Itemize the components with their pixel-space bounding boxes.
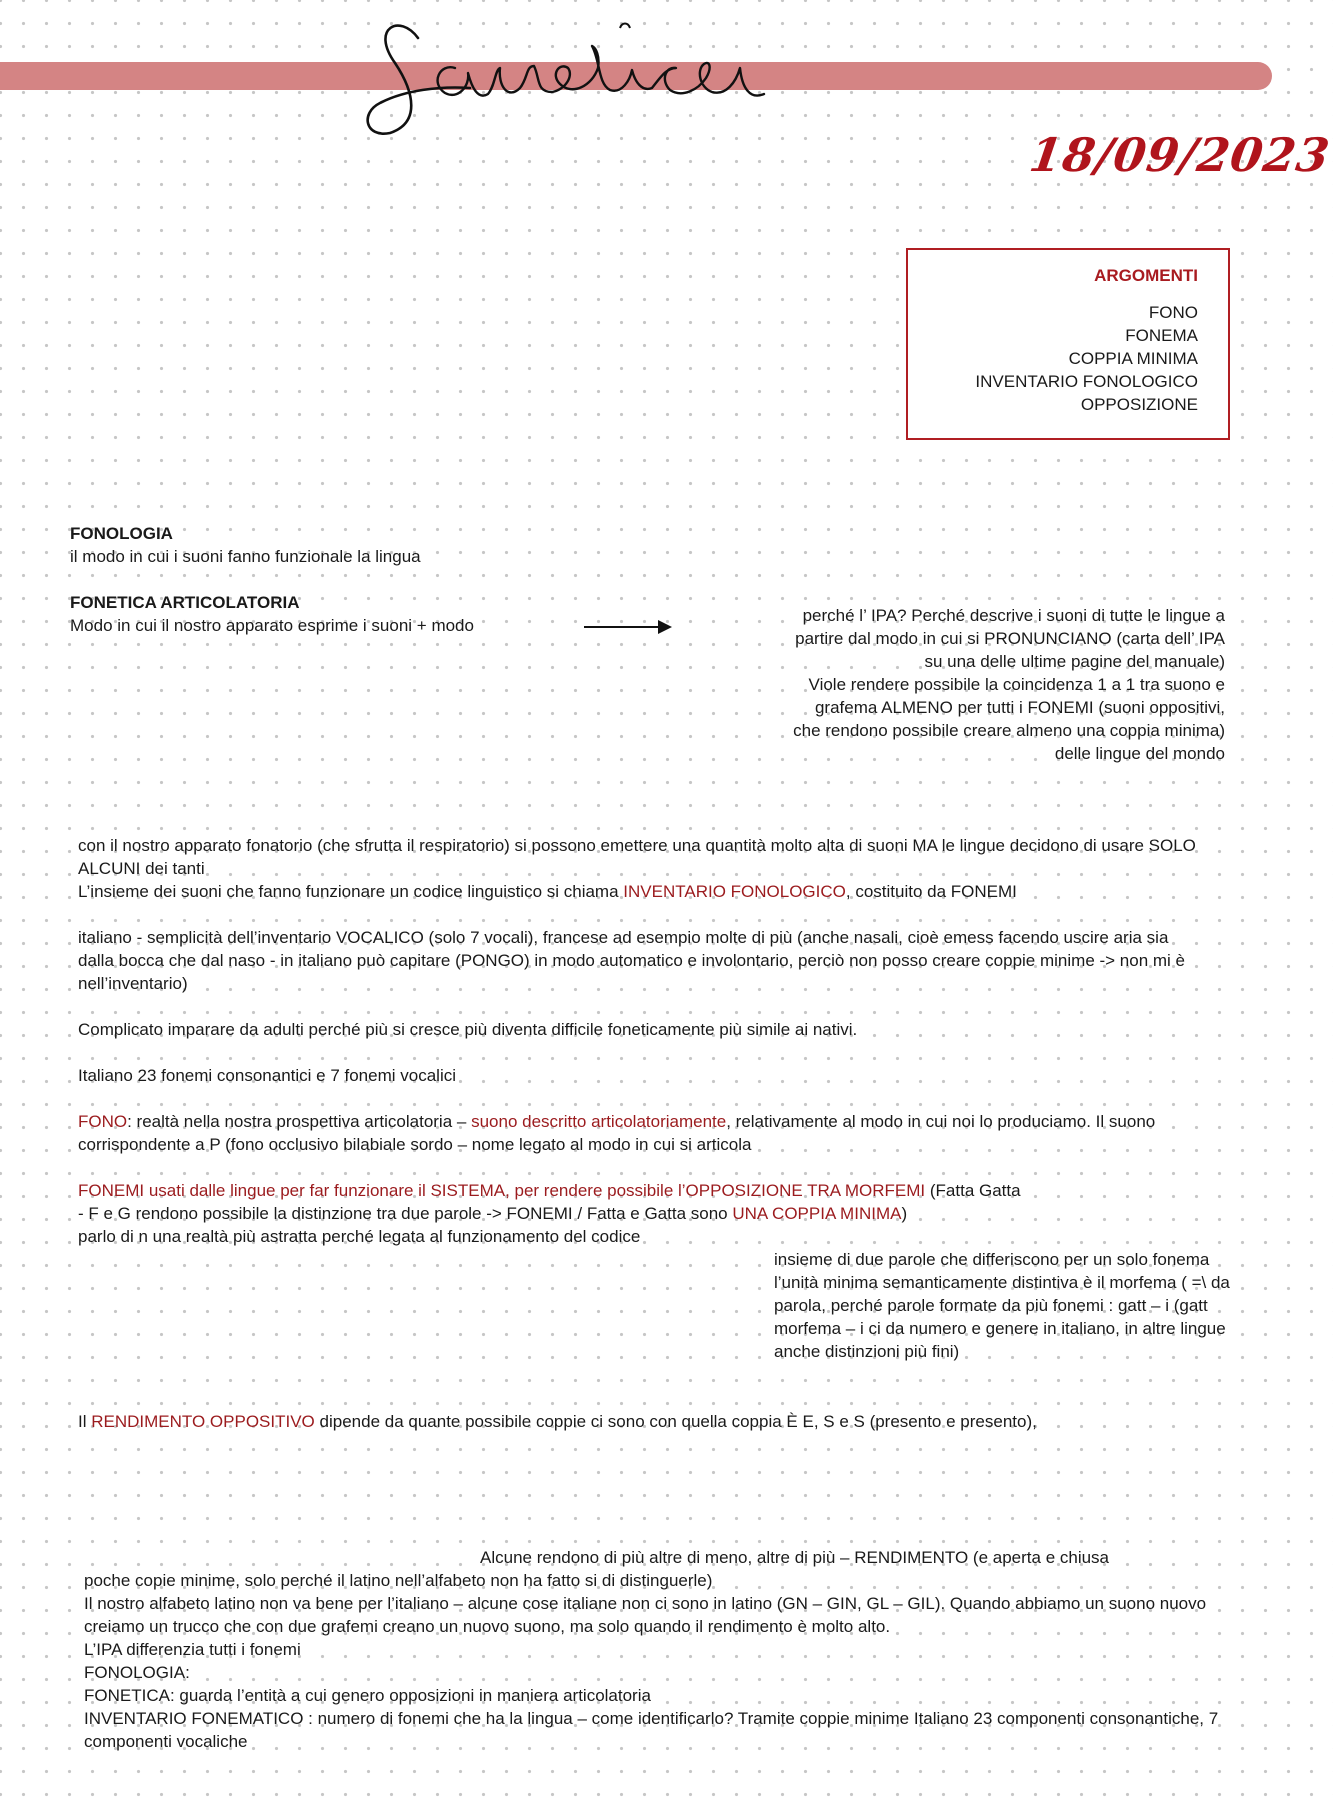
fono-paragraph: FONO: realtà nella nostra prospettiva articolatoria – suono descritto articolatoriamente, relativamente al modo in cui noi lo produciamo. Il suono corrispondente a P (fono occlusivo bilabiale sordo – nome legato al modo in cui si articola <box>78 1112 1156 1154</box>
final-line: poche copie minime, solo perché il latino nell’alfabeto non ha fatto si di distinguerle) <box>84 1571 713 1590</box>
topics-heading: ARGOMENTI <box>1094 266 1198 285</box>
main-body <box>78 834 1203 1248</box>
final-line: L’IPA differenzia tutti i fonemi <box>84 1640 301 1659</box>
handwritten-title <box>360 8 780 138</box>
coppia-minima-note: insieme di due parole che differiscono per un solo fonema l’unità minima semanticamente distintiva è il morfema ( =\ da parola, perché parole formate da più fonemi : gatt – i (gatt morfema – i ci da numero e genere in italiano, in altre lingue anche distinzioni più fini) <box>774 1250 1230 1361</box>
ipa-line: su una delle ultime pagine del manuale) <box>924 652 1225 671</box>
ipa-line: Viole rendere possibile la coincidenza 1 a 1 tra suono e <box>808 675 1225 694</box>
topic-item: FONEMA <box>1125 326 1198 345</box>
body-paragraph: con il nostro apparato fonatorio (che sfrutta il respiratorio) si possono emettere una quantità molto alta di suoni MA le lingue decidono di usare SOLO ALCUNI dei tanti <box>78 836 1196 878</box>
fonologia-definition: il modo in cui i suoni fanno funzionale la lingua <box>70 547 421 566</box>
topic-item: OPPOSIZIONE <box>1080 395 1198 414</box>
final-line: INVENTARIO FONEMATICO : numero di fonemi che ha la lingua – come identificarlo? Tramite coppie minime Italiano 23 componenti consonantiche, 7 componenti vocaliche <box>84 1709 1219 1751</box>
ipa-line: partire dal modo in cui si PRONUNCIANO (carta dell’ IPA <box>795 629 1225 648</box>
ipa-line: grafema ALMENO per tutti i FONEMI (suoni oppositivi, <box>814 698 1225 717</box>
ipa-line: che rendono possibile creare almeno una coppia minima) <box>793 721 1225 740</box>
topic-item: INVENTARIO FONOLOGICO <box>975 372 1198 391</box>
topic-item: FONO <box>1148 303 1198 322</box>
fonetica-definition: Modo in cui il nostro apparato esprime i suoni + modo <box>70 616 474 635</box>
body-paragraph: italiano - semplicità dell’inventario VOCALICO (solo 7 vocali), francese ad esempio molte di più (anche nasali, cioè emess facendo uscire aria sia dalla bocca che dal naso - in italiano può capitare (PONGO) in modo automatico e involontario, perciò non posso creare coppie minime -> non mi è nell’inventario) <box>78 928 1186 993</box>
topics-box <box>906 248 1230 440</box>
final-section <box>84 1546 1224 1753</box>
fonetica-heading: FONETICA ARTICOLATORIA <box>70 593 300 612</box>
ipa-line: delle lingue del mondo <box>1054 744 1225 763</box>
body-paragraph: Complicato imparare da adulti perché più si cresce più diventa difficile foneticamente più simile ai nativi. <box>78 1020 858 1039</box>
inventario-paragraph: L’insieme dei suoni che fanno funzionare un codice linguistico si chiama INVENTARIO FONOLOGICO, costituito da FONEMI <box>78 882 1017 901</box>
rendimento-paragraph: Il RENDIMENTO OPPOSITIVO dipende da quante possibile coppie ci sono con quella coppia È E, S e S (presento e presento), <box>78 1412 1037 1431</box>
final-line: Il nostro alfabeto latino non va bene per l’italiano – alcune cose italiane non ci sono in latino (GN – GIN, GL – GIL). Quando abbiamo un suono nuovo creiamo un trucco che con due grafemi creano un nuovo suono, ma solo quando il rendimento è molto alto. <box>84 1594 1207 1636</box>
fonemi-paragraph: FONEMI usati dalle lingue per far funzionare il SISTEMA, per rendere possibile l’OPPOSIZIONE TRA MORFEMI (Fatta Gatta - F e G rendono possibile la distinzione tra due parole -> FONEMI / Fatta e Gatta sono UNA COPPIA MINIMA) parlo di n una realtà più astratta perché legata al funzionamento del codice <box>78 1181 1021 1246</box>
final-line: FONOLOGIA: <box>84 1663 190 1682</box>
fonologia-heading: FONOLOGIA <box>70 524 173 543</box>
final-line: Alcune rendono di più altre di meno, altre di più – RENDIMENTO (e aperta e chiusa <box>480 1548 1110 1567</box>
topic-item: COPPIA MINIMA <box>1068 349 1198 368</box>
body-paragraph: Italiano 23 fonemi consonantici e 7 fonemi vocalici <box>78 1066 456 1085</box>
arrow-right-icon <box>582 617 674 637</box>
ipa-note <box>690 604 1225 765</box>
intro-section <box>70 522 590 637</box>
final-line: FONETICA: guarda l’entità a cui genero opposizioni in maniera articolatoria <box>84 1686 651 1705</box>
date: 18/09/2023 <box>1026 128 1333 182</box>
ipa-line: perché l’ IPA? Perché descrive i suoni di tutte le lingue a <box>802 606 1225 625</box>
